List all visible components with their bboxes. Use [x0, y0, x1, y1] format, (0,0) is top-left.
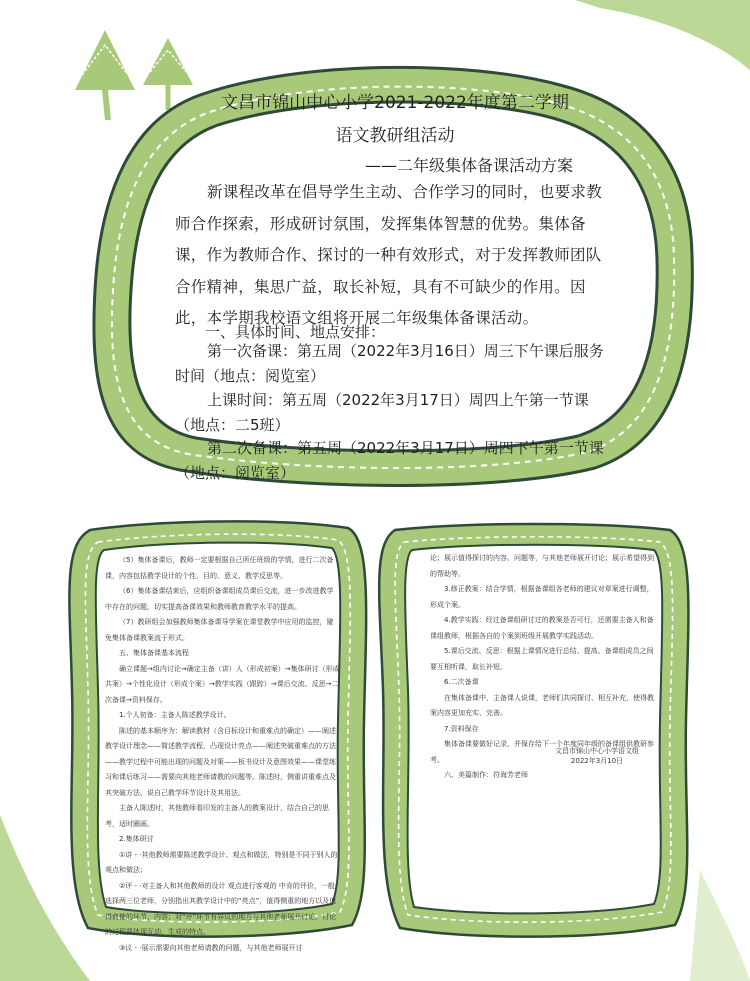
paragraph: （6）集体备课结束后，应组织备课组成员课后交流，进一步改进教学中存在的问题，切实提高备课效果和教师教育教学水平的提高。	[105, 587, 334, 611]
paragraph: 6.二次备课	[444, 678, 479, 686]
signature-block	[555, 746, 639, 766]
paragraph: 2.集体研讨	[119, 835, 154, 843]
page-title: 文昌市锦山中心小学2021-2022年度第二学期	[221, 93, 569, 113]
plan-title: ——二年级集体备课活动方案	[365, 156, 574, 175]
paragraph: ②评 - ·对主备人和其他教师的设计 观点进行客观的 中肯的评价，一般选择两三位老师，分别指出其教学设计中的“亮点”，值得侧重的地方以及值得商榷的环节、内容；对“评”环节有异议的地方与其他老师展开讨论，讨论的过程要体现互动，生成的特点。	[105, 881, 337, 936]
intro-paragraph: 新课程改革在倡导学生主动、合作学习的同时，也要求教师合作探索，形成研讨氛围，发挥集体智慧的优势。集体备课，作为教师合作、探讨的一种有效形式，对于发挥教师团队合作精神，集思广益，取长补短，具有不可缺少的作用。因此，本学期我校语文组将开展二年级集体备课活动。	[175, 183, 603, 327]
paragraph: （7）教研组会加强教师集体备课导学案在课堂教学中应用的监控，避免集体备课教案流于形式。	[105, 618, 334, 642]
paragraph: ③议 - ·展示需要向其他老师请教的问题，与其他老师展开讨	[119, 943, 303, 952]
paragraph: （5）集体备课后，教师一定要根据自己所任班级的学情，进行二次备课，内容包括教学设计的个性、目的、意义、教学反思等。	[105, 556, 334, 580]
paragraph: 1.个人初备：主备人陈述教学设计。	[119, 711, 231, 719]
paragraph: 7.资料保存	[444, 724, 479, 733]
paragraph: 陈述的基本顺序为：解读教材（含目标设计和重难点的确定）——阐述教学设计理念——简述教学流程，凸现设计亮点——阐述突破重难点的方法——教学过程中可能出现的问题及对策——板书设计及意图效果——课堂练习和课后练习——需要向其他老师请教的问题等。陈述时，侧重讲重难点及其突破方法、说自己教学环节设计及其用法。	[105, 726, 336, 797]
signature-date: 2022年3月10日	[570, 757, 624, 765]
paragraph: 五、集体备课基本流程	[119, 649, 189, 657]
tree-left-icon	[75, 30, 135, 120]
paragraph: 5.课后交流、反思：根据上课情况进行总结、提高。备课组成员之间要互相听课，取长补短。	[430, 647, 654, 671]
schedule-item: 上课时间：第五周（2022年3月17日）周四上午第一节课（地点：二5班）	[175, 391, 589, 434]
paragraph: 集体备课要做好记录，并保存给下一个年度同年级的备课组供教研参考。	[430, 740, 654, 764]
section-heading: 一、具体时间、地点安排：	[205, 323, 386, 341]
paragraph: 确立课题→组内讨论→确定主备（讲）人（形成初案）→集体研讨（形成共案）→个性化设计（形成个案）→教学实践（跟踪）→课后交流、反思→二次备课→资料保存。	[105, 664, 340, 704]
paragraph: 4.教学实践：经过备课组研讨过的教案是否可行，还需要主备人和备课组教师，根据各自的个案到班级开展教学实践活动。	[430, 616, 654, 640]
paragraph: 主备人陈述时，其他教师看印发的主备人的教案设计，结合自己的思考，适时圈画。	[105, 804, 329, 828]
signature-org: 文昌市锦山中心小学语文组	[555, 747, 639, 755]
page-subtitle: 语文教研组活动	[335, 126, 455, 146]
corner-swoosh-top-right	[575, 0, 750, 70]
paragraph: 论；展示值得探讨的内容、问题等，与其他老师展开讨论；展示希望得到的帮助等。	[430, 554, 654, 578]
paragraph: 3.修正教案：结合学情，根据备课组各老师的建议对草案进行调整，形成个案。	[430, 585, 654, 609]
paragraph: 在集体备课中，主备课人说课，老师们共同探讨、相互补充，使得教案内容更加充实、完善。	[430, 693, 654, 717]
corner-fill-bottom-right	[690, 870, 750, 981]
paragraph: 六、美篇制作：符海芳老师	[444, 771, 528, 779]
left-panel-text	[105, 553, 340, 956]
paragraph: ①讲 - ·其他教师需要陈述教学设计、观点和做法，特别是不同于别人的观点和做法；	[105, 850, 338, 874]
schedule-item: 第一次备课：第五周（2022年3月16日）周三下午课后服务时间（地点：阅览室）	[175, 342, 604, 385]
schedule-item: 第二次备课：第五周（2022年3月17日）周四下午第一节课（地点：阅览室）	[175, 439, 604, 482]
